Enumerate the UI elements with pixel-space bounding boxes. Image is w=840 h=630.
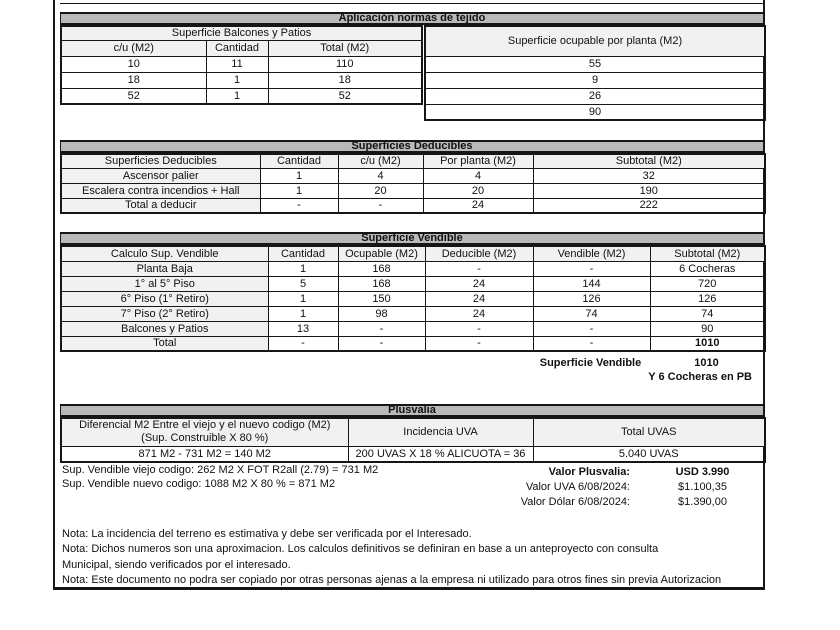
table-cell: 168 xyxy=(338,276,425,291)
table-row xyxy=(61,183,765,198)
table-cell: - xyxy=(533,336,650,351)
note-line: Municipal, siendo verificados por el interesado. xyxy=(62,558,291,571)
table-cell: 98 xyxy=(338,306,425,321)
balcones-title-cell: Superficie Balcones y Patios xyxy=(61,26,422,40)
row-label-cell: 1° al 5° Piso xyxy=(61,276,268,291)
section-header-plusvalia: Plusvalia xyxy=(60,404,764,417)
table-cell: 32 xyxy=(533,168,765,183)
table-cell: 20 xyxy=(338,183,423,198)
table-cell: 1 xyxy=(260,168,338,183)
table-cell: 55 xyxy=(425,56,765,72)
table-header-row xyxy=(61,418,765,446)
table-cell: 871 M2 - 731 M2 = 140 M2 xyxy=(61,446,348,462)
plusvalia-table xyxy=(60,417,766,463)
valor-plusvalia-label: Valor Plusvalia: xyxy=(548,466,630,478)
column-header: Calculo Sup. Vendible xyxy=(61,246,268,261)
column-header: Cantidad xyxy=(268,246,338,261)
deducibles-table xyxy=(60,153,766,214)
table-cell: - xyxy=(533,321,650,336)
ocupable-table xyxy=(424,25,766,121)
column-header: Superficie ocupable por planta (M2) xyxy=(425,26,765,56)
table-cell: 1 xyxy=(206,72,268,88)
row-label-cell: Escalera contra incendios + Hall xyxy=(61,183,260,198)
calc-line-viejo-codigo: Sup. Vendible viejo codigo: 262 M2 X FOT R2all (2.79) = 731 M2 xyxy=(62,464,379,476)
table-cell: 126 xyxy=(533,291,650,306)
table-header-row xyxy=(61,40,422,56)
table-row xyxy=(61,336,765,351)
row-label-cell: 6° Piso (1° Retiro) xyxy=(61,291,268,306)
balcones-table xyxy=(60,25,423,105)
table-cell: 1 xyxy=(268,306,338,321)
cocheras-note: Y 6 Cocheras en PB xyxy=(648,371,752,383)
table-cell: 1 xyxy=(268,261,338,276)
plusvalia-col1-header-line1: Diferencial M2 Entre el viejo y el nuevo codigo (M2) xyxy=(79,419,331,432)
table-cell: 110 xyxy=(268,56,422,72)
table-header-row xyxy=(61,154,765,168)
table-cell: 18 xyxy=(268,72,422,88)
superficie-vendible-summary-label: Superficie Vendible xyxy=(539,357,642,369)
table-cell: 20 xyxy=(423,183,533,198)
section-header-tejido: Aplicación normas de tejido xyxy=(60,12,764,25)
table-cell: 200 UVAS X 18 % ALICUOTA = 36 xyxy=(348,446,533,462)
valor-dolar-label: Valor Dólar 6/08/2024: xyxy=(520,496,630,508)
table-row xyxy=(61,321,765,336)
table-cell: 52 xyxy=(268,88,422,104)
note-line: Nota: La incidencia del terreno es estimativa y debe ser verificada por el Interesado. xyxy=(62,528,472,540)
row-label-cell: Total a deducir xyxy=(61,198,260,213)
table-cell: 1 xyxy=(206,88,268,104)
table-row xyxy=(61,26,422,40)
row-label-cell: Total xyxy=(61,336,268,351)
table-cell: 52 xyxy=(61,88,206,104)
table-cell: - xyxy=(425,321,533,336)
total-value-cell: 1010 xyxy=(650,336,765,351)
valor-uva-value: $1.100,35 xyxy=(678,481,727,493)
notes-block xyxy=(62,527,762,589)
table-cell: 24 xyxy=(425,306,533,321)
vendible-table xyxy=(60,245,766,352)
table-cell: 1 xyxy=(268,291,338,306)
table-cell: 126 xyxy=(650,291,765,306)
column-header: Total (M2) xyxy=(268,40,422,56)
table-cell: 24 xyxy=(425,291,533,306)
table-cell: 10 xyxy=(61,56,206,72)
table-cell: - xyxy=(338,321,425,336)
table-row xyxy=(61,88,422,104)
table-cell: 144 xyxy=(533,276,650,291)
table-cell: 11 xyxy=(206,56,268,72)
column-header: Subtotal (M2) xyxy=(533,154,765,168)
table-row xyxy=(61,276,765,291)
table-row xyxy=(61,261,765,276)
table-cell: 13 xyxy=(268,321,338,336)
column-header xyxy=(61,418,348,446)
section-header-deducibles: Superficies Deducibles xyxy=(60,140,764,153)
column-header: Deducible (M2) xyxy=(425,246,533,261)
column-header: Cantidad xyxy=(206,40,268,56)
table-cell: - xyxy=(268,336,338,351)
row-label-cell: Balcones y Patios xyxy=(61,321,268,336)
table-cell: - xyxy=(425,336,533,351)
table-row xyxy=(61,72,422,88)
table-cell: 168 xyxy=(338,261,425,276)
table-cell: 150 xyxy=(338,291,425,306)
table-cell: 6 Cocheras xyxy=(650,261,765,276)
table-cell: 9 xyxy=(425,72,765,88)
table-header-row xyxy=(425,26,765,56)
column-header: c/u (M2) xyxy=(61,40,206,56)
table-cell: 24 xyxy=(423,198,533,213)
table-cell: 4 xyxy=(423,168,533,183)
table-cell: 4 xyxy=(338,168,423,183)
column-header: Incidencia UVA xyxy=(348,418,533,446)
table-cell: 26 xyxy=(425,88,765,104)
top-row-divider xyxy=(60,3,764,4)
valor-uva-label: Valor UVA 6/08/2024: xyxy=(525,481,630,493)
table-row xyxy=(61,168,765,183)
note-line: Nota: Este documento no podra ser copiado por otras personas ajenas a la empresa ni utilizado para otros fines sin previa Autorizacion xyxy=(62,574,722,587)
table-cell: - xyxy=(338,336,425,351)
column-header: Por planta (M2) xyxy=(423,154,533,168)
table-row xyxy=(425,72,765,88)
table-row xyxy=(425,56,765,72)
table-cell: - xyxy=(260,198,338,213)
table-row xyxy=(61,306,765,321)
table-cell: 5.040 UVAS xyxy=(533,446,765,462)
row-label-cell: Planta Baja xyxy=(61,261,268,276)
table-cell: - xyxy=(425,261,533,276)
table-cell: 74 xyxy=(650,306,765,321)
table-cell: - xyxy=(338,198,423,213)
column-header: Total UVAS xyxy=(533,418,765,446)
column-header: c/u (M2) xyxy=(338,154,423,168)
section-header-vendible: Superficie Vendible xyxy=(60,232,764,245)
table-row xyxy=(61,56,422,72)
calc-line-nuevo-codigo: Sup. Vendible nuevo codigo: 1088 M2 X 80 % = 871 M2 xyxy=(62,477,336,490)
column-header: Superficies Deducibles xyxy=(61,154,260,168)
table-cell: 1 xyxy=(260,183,338,198)
table-cell: 190 xyxy=(533,183,765,198)
table-row xyxy=(61,198,765,213)
table-cell: 720 xyxy=(650,276,765,291)
table-cell: - xyxy=(533,261,650,276)
table-cell: 5 xyxy=(268,276,338,291)
column-header: Subtotal (M2) xyxy=(650,246,765,261)
table-row xyxy=(425,88,765,104)
table-cell: 90 xyxy=(650,321,765,336)
table-cell: 24 xyxy=(425,276,533,291)
column-header: Ocupable (M2) xyxy=(338,246,425,261)
table-cell: 90 xyxy=(425,104,765,120)
document-sheet xyxy=(53,0,765,590)
row-label-cell: Ascensor palier xyxy=(61,168,260,183)
valor-plusvalia-value: USD 3.990 xyxy=(675,466,730,478)
row-label-cell: 7° Piso (2° Retiro) xyxy=(61,306,268,321)
table-cell: 74 xyxy=(533,306,650,321)
table-row xyxy=(61,446,765,462)
column-header: Vendible (M2) xyxy=(533,246,650,261)
plusvalia-col1-header-line2: (Sup. Construible X 80 %) xyxy=(141,432,269,445)
table-row xyxy=(425,104,765,120)
table-header-row xyxy=(61,246,765,261)
column-header: Cantidad xyxy=(260,154,338,168)
valor-dolar-value: $1.390,00 xyxy=(678,496,727,508)
table-row xyxy=(61,291,765,306)
superficie-vendible-summary-value: 1010 xyxy=(694,357,719,369)
note-line: Nota: Dichos numeros son una aproximacion. Los calculos definitivos se definiran en base a un anteproyecto con consulta xyxy=(62,543,659,556)
table-cell: 18 xyxy=(61,72,206,88)
table-cell: 222 xyxy=(533,198,765,213)
